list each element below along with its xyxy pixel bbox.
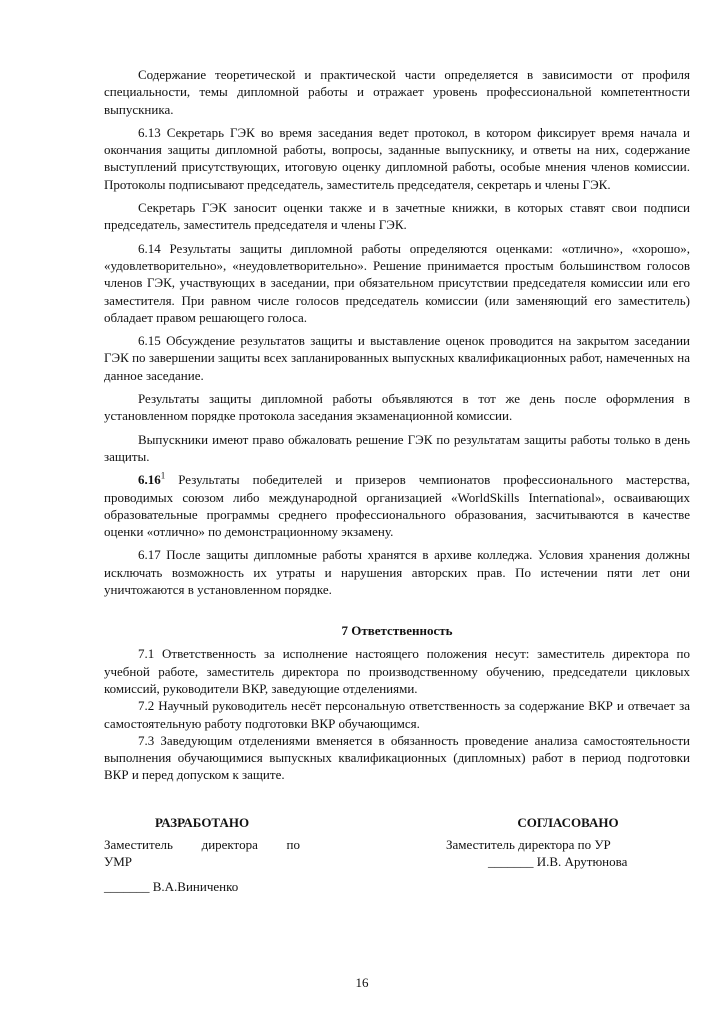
approved-position: Заместитель директора по УР: [446, 837, 611, 852]
paragraph-7-1: 7.1 Ответственность за исполнение настоящего положения несут: заместитель директора по учебной работе, заместитель директора по производственному обучению, председатели цикловых комиссий, руководители ВКР, заведующие отделениями.: [104, 646, 690, 696]
paragraph-appeal: Выпускники имеют право обжаловать решение ГЭК по результатам защиты работы только в день защиты.: [104, 431, 690, 464]
developed-position: Заместитель директора по: [104, 837, 300, 852]
paragraph-6-15: 6.15 Обсуждение результатов защиты и выставление оценок проводится на закрытом заседании ГЭК по завершении защиты всех запланированных выпускных квалификационных работ, намеченных на данное заседание.: [104, 333, 690, 383]
developed-signature: _______ В.А.Виниченко: [104, 879, 239, 894]
clause-text: Результаты победителей и призеров чемпионатов профессионального мастерства, проводимых союзом либо международной организацией «WorldSkills International», осваивающих образовательные программы среднего профессионального образования, засчитываются в качестве оценки «отлично» по демонстрационному экзамену.: [104, 472, 690, 540]
approved-signature: _______ И.В. Арутюнова: [488, 854, 628, 869]
paragraph-7-2: 7.2 Научный руководитель несёт персональную ответственность за содержание ВКР и отвечает за самостоятельную работу подготовки ВКР обучающимся.: [104, 698, 690, 731]
document-body: [104, 66, 690, 784]
paragraph-6-17: 6.17 После защиты дипломные работы хранятся в архиве колледжа. Условия хранения должны исключать возможность их утраты и нарушения авторских прав. По истечении пяти лет они уничтожаются в установленном порядке.: [104, 547, 690, 598]
developed-position-cont: УМР: [104, 854, 132, 869]
paragraph-content-theory: Содержание теоретической и практической части определяется в зависимости от профиля специальности, темы дипломной работы и отражает уровень профессиональной компетентности выпускника.: [104, 67, 690, 117]
signature-developed: [104, 814, 300, 895]
clause-superscript: 1: [160, 470, 166, 481]
paragraph-6-14: 6.14 Результаты защиты дипломной работы определяются оценками: «отлично», «хорошо», «удовлетворительно», «неудовлетворительно». Решение принимается простым большинством голосов членов ГЭК, участвующих в заседании, при обязательном присутствии председателя комиссии или его заместителя. При равном числе голосов председатель комиссии (или заменяющий его заместитель) обладает правом решающего голоса.: [104, 240, 690, 325]
paragraph-gek-grades: Секретарь ГЭК заносит оценки также и в зачетные книжки, в которых ставят свои подписи председатель, заместитель председателя и члены ГЭК.: [104, 200, 690, 233]
paragraph-6-13: 6.13 Секретарь ГЭК во время заседания ведет протокол, в котором фиксирует время начала и окончания защиты дипломной работы, вопросы, заданные выпускнику, и ответы на них, содержание выступлений присутствующих, итоговую оценку дипломной работы, особые мнения членов комиссии. Протоколы подписывают председатель, заместитель председателя, секретарь и члены ГЭК.: [104, 124, 690, 192]
approved-heading: СОГЛАСОВАНО: [517, 815, 619, 830]
section-title-responsibility: 7 Ответственность: [341, 623, 453, 639]
signature-block: [104, 814, 690, 904]
page-number: 16: [355, 975, 369, 990]
paragraph-7-3: 7.3 Заведующим отделениями вменяется в обязанность проведение анализа самостоятельности выполнения обучающимися выпускных квалификационных (дипломных) работ в период подготовки ВКР и перед допуском к защите.: [104, 732, 690, 783]
developed-heading: РАЗРАБОТАНО: [154, 815, 250, 830]
clause-number: 6.16: [138, 472, 161, 488]
paragraph-results-announce: Результаты защиты дипломной работы объявляются в тот же день после оформления в установленном порядке протокола заседания экзаменационной комиссии.: [104, 391, 690, 424]
signature-approved: [446, 814, 690, 870]
paragraph-6-16: [104, 471, 690, 540]
